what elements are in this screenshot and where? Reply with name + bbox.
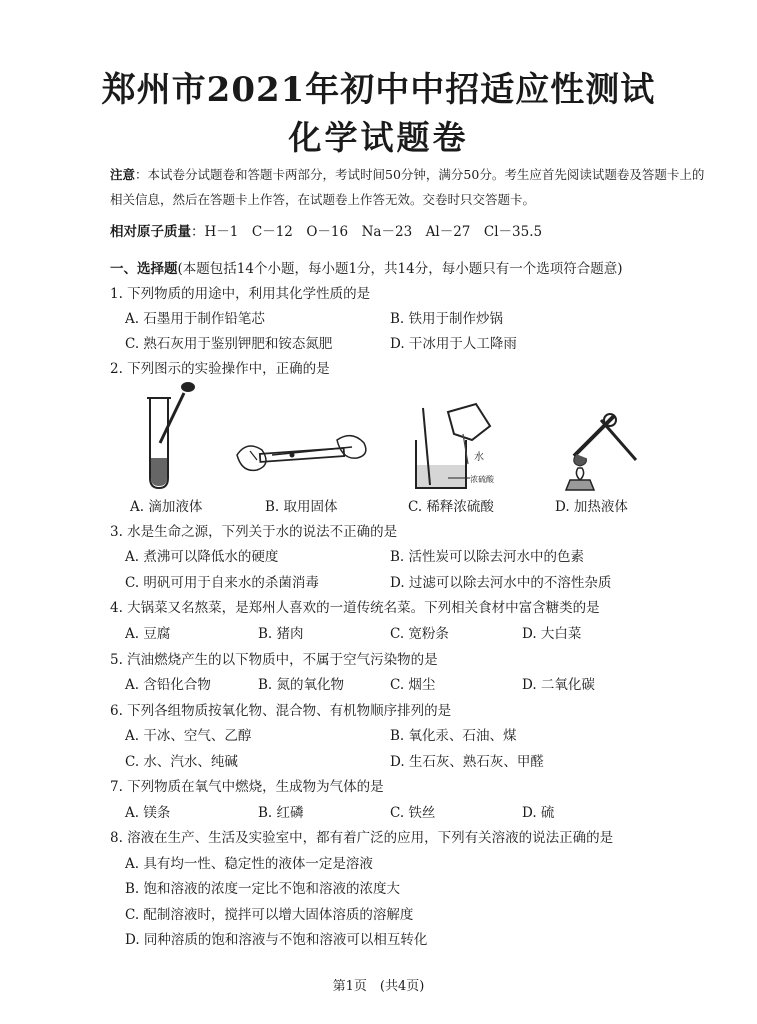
question-6-option-b: B. 氧化汞、石油、煤 (390, 728, 517, 744)
question-1-stem: 1. 下列物质的用途中，利用其化学性质的是 (110, 286, 371, 302)
notice-text: ：本试卷分试题卷和答题卡两部分，考试时间50分钟，满分50分。考生应首先阅读试题卷及答题卡上的相关信息，然后在答题卡上作答，在试题卷上作答无效。交卷时只交答题卡。 (110, 167, 705, 207)
question-1-option-a: A. 石墨用于制作铅笔芯 (125, 311, 265, 327)
question-5-option-a: A. 含铅化合物 (125, 677, 211, 693)
question-1-option-c: C. 熟石灰用于鉴别钾肥和铵态氮肥 (125, 336, 333, 352)
atomic-masses (110, 220, 542, 240)
page-footer: 第1页 (共4页) (332, 979, 425, 994)
question-3-option-a: A. 煮沸可以降低水的硬度 (125, 549, 279, 565)
question-3-option-b: B. 活性炭可以除去河水中的色素 (390, 549, 585, 565)
acid-label: 浓硫酸 (470, 475, 494, 484)
water-label: 水 (474, 452, 484, 463)
question-6-option-a: A. 干冰、空气、乙醇 (125, 728, 252, 744)
section-note: (本题包括14个小题，每小题1分，共14分，每小题只有一个选项符合题意) (177, 261, 623, 277)
question-2-stem: 2. 下列图示的实验操作中，正确的是 (110, 361, 330, 377)
question-7-stem: 7. 下列物质在氧气中燃烧，生成物为气体的是 (110, 779, 384, 795)
question-6-option-d: D. 生石灰、熟石灰、甲醛 (390, 754, 544, 770)
question-3-option-c: C. 明矾可用于自来水的杀菌消毒 (125, 575, 319, 591)
question-7-option-a: A. 镁条 (125, 805, 171, 821)
tweezers-solid-figure (232, 425, 372, 485)
question-1-option-d: D. 干冰用于人工降雨 (390, 336, 517, 352)
exam-title: 郑州市2021年初中中招适应性测试 (101, 70, 656, 110)
question-5-option-d: D. 二氧化碳 (522, 677, 595, 693)
question-5-option-b: B. 氮的氧化物 (258, 677, 345, 693)
notice-label: 注意 (110, 167, 136, 182)
question-4-option-d: D. 大白菜 (522, 626, 582, 642)
question-3-stem: 3. 水是生命之源，下列关于水的说法不正确的是 (110, 524, 398, 540)
notice-paragraph (110, 162, 710, 212)
question-2-option-c: C. 稀释浓硫酸 (408, 499, 494, 515)
question-8-option-c: C. 配制溶液时，搅拌可以增大固体溶质的溶解度 (125, 907, 414, 923)
exam-subtitle: 化学试题卷 (288, 118, 469, 157)
question-4-option-c: C. 宽粉条 (390, 626, 449, 642)
atomic-masses-values: ：H－1 C－12 O－16 Na－23 Al－27 Cl－35.5 (191, 224, 543, 240)
question-3-option-d: D. 过滤可以除去河水中的不溶性杂质 (390, 575, 612, 591)
question-8-option-b: B. 饱和溶液的浓度一定比不饱和溶液的浓度大 (125, 881, 401, 897)
question-2-option-b: B. 取用固体 (265, 499, 338, 515)
question-2-option-d: D. 加热液体 (555, 499, 628, 515)
question-2-option-a: A. 滴加液体 (130, 499, 203, 515)
question-8-option-d: D. 同种溶质的饱和溶液与不饱和溶液可以相互转化 (125, 932, 428, 948)
question-4-stem: 4. 大锅菜又名熬菜，是郑州人喜欢的一道传统名菜。下列相关食材中富含糖类的是 (110, 600, 600, 616)
question-7-option-c: C. 铁丝 (390, 805, 436, 821)
dropper-test-tube-figure (128, 378, 218, 490)
question-8-stem: 8. 溶液在生产、生活及实验室中，都有着广泛的应用，下列有关溶液的说法正确的是 (110, 830, 614, 846)
question-8-option-a: A. 具有均一性、稳定性的液体一定是溶液 (125, 856, 373, 872)
question-5-option-c: C. 烟尘 (390, 677, 436, 693)
question-7-option-b: B. 红磷 (258, 805, 304, 821)
question-6-option-c: C. 水、汽水、纯碱 (125, 754, 238, 770)
section-title: 一、选择题 (110, 261, 178, 277)
question-4-option-b: B. 猪肉 (258, 626, 304, 642)
question-7-option-d: D. 硫 (522, 805, 555, 821)
question-1-option-b: B. 铁用于制作炒锅 (390, 311, 504, 327)
atomic-masses-label: 相对原子质量 (110, 224, 191, 240)
question-6-stem: 6. 下列各组物质按氧化物、混合物、有机物顺序排列的是 (110, 703, 452, 719)
section-heading (110, 257, 622, 277)
dilute-acid-figure (408, 400, 508, 492)
question-4-option-a: A. 豆腐 (125, 626, 171, 642)
heat-liquid-figure (556, 408, 642, 492)
question-5-stem: 5. 汽油燃烧产生的以下物质中，不属于空气污染物的是 (110, 652, 438, 668)
